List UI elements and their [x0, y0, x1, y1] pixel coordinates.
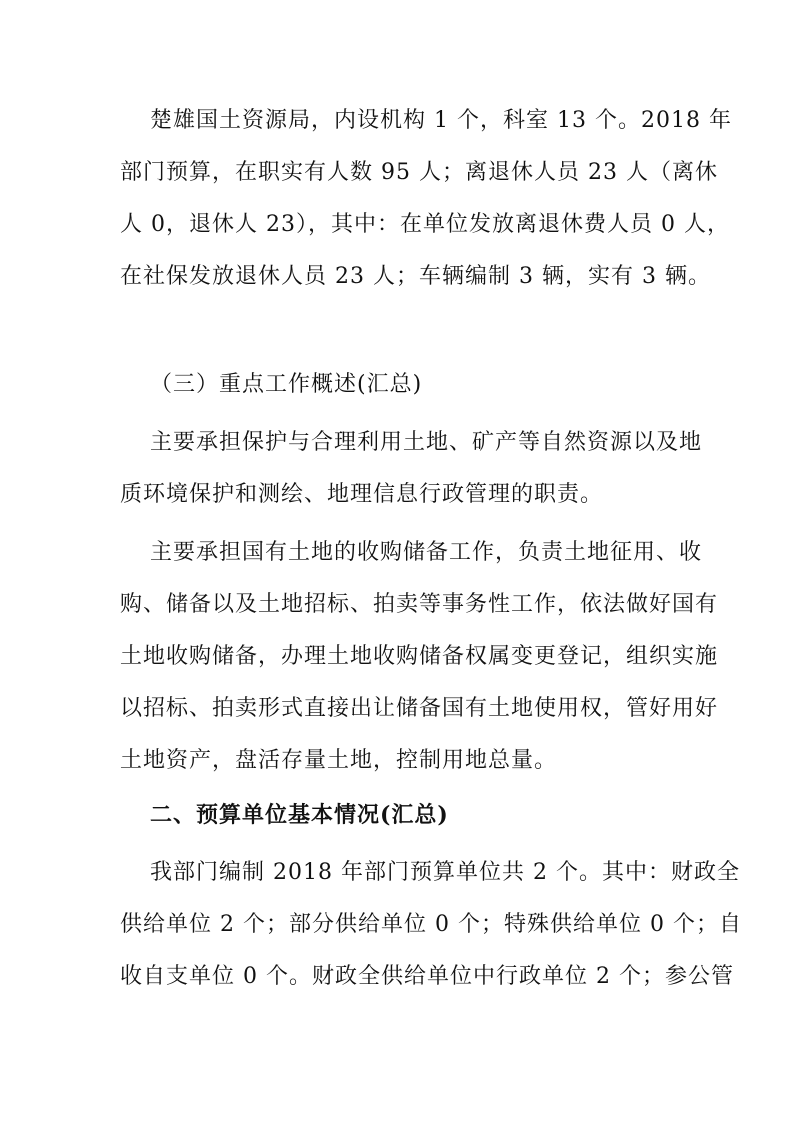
paragraph-line: 土地资产，盘活存量土地，控制用地总量。: [120, 748, 558, 773]
paragraph-line: 在社保发放退休人员 23 人；车辆编制 3 辆，实有 3 辆。: [120, 264, 711, 289]
paragraph-line: 主要承担保护与合理利用土地、矿产等自然资源以及地: [150, 430, 703, 455]
paragraph-line: 土地收购储备，办理土地收购储备权属变更登记，组织实施: [120, 644, 719, 669]
paragraph-line: 部门预算，在职实有人数 95 人；离退休人员 23 人（离休: [120, 160, 718, 185]
paragraph-line: 人 0，退休人 23），其中：在单位发放离退休费人员 0 人，: [120, 212, 730, 237]
section-heading: （三）重点工作概述(汇总): [150, 372, 423, 397]
paragraph-line: 收自支单位 0 个。财政全供给单位中行政单位 2 个；参公管: [120, 964, 734, 989]
paragraph-line: 我部门编制 2018 年部门预算单位共 2 个。其中：财政全: [150, 860, 740, 885]
section-heading: 二、预算单位基本情况(汇总): [150, 802, 449, 828]
paragraph-line: 质环境保护和测绘、地理信息行政管理的职责。: [120, 482, 604, 507]
paragraph-line: 楚雄国土资源局，内设机构 1 个，科室 13 个。2018 年: [150, 108, 732, 133]
paragraph-line: 主要承担国有土地的收购储备工作，负责土地征用、收: [150, 540, 703, 565]
paragraph-line: 购、储备以及土地招标、拍卖等事务性工作，依法做好国有: [120, 592, 719, 617]
paragraph-line: 以招标、拍卖形式直接出让储备国有土地使用权，管好用好: [120, 696, 719, 721]
paragraph-line: 供给单位 2 个；部分供给单位 0 个；特殊供给单位 0 个；自: [120, 912, 742, 937]
